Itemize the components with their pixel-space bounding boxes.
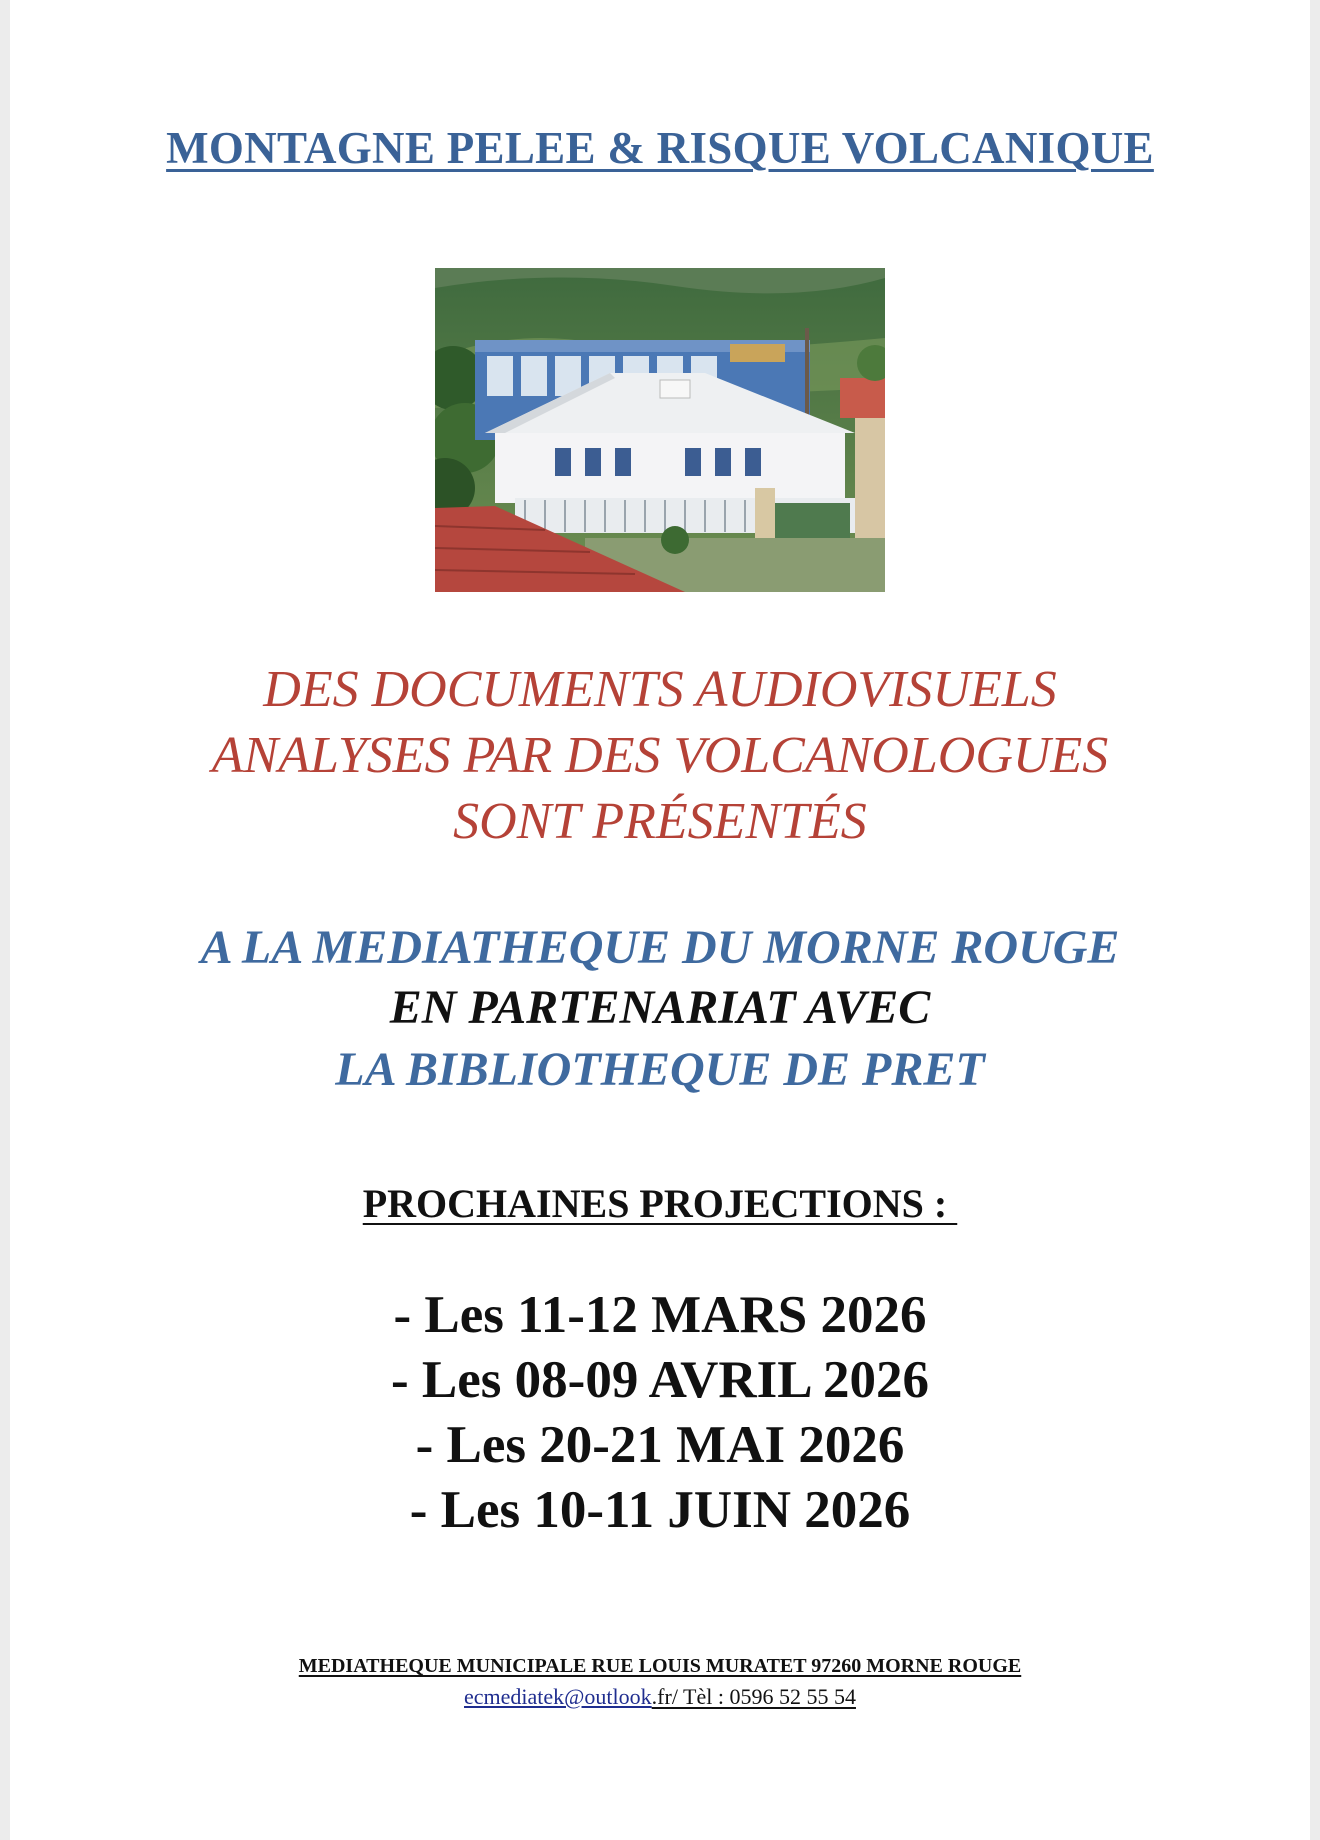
intro-line-3: SONT PRÉSENTÉS [453,793,867,850]
intro-line-1: DES DOCUMENTS AUDIOVISUELS [263,661,1057,718]
footer-address: MEDIATHEQUE MUNICIPALE RUE LOUIS MURATET 97260 MORNE ROUGE [298,1655,1022,1677]
schedule-date: - Les 08-09 AVRIL 2026 [391,1351,929,1409]
email-link[interactable]: ecmediatek@outlook [464,1684,652,1709]
schedule-date: - Les 20-21 MAI 2026 [415,1416,905,1474]
footer-contact [0,1684,1320,1710]
page-title: MONTAGNE PELEE & RISQUE VOLCANIQUE [166,123,1154,173]
intro-line-2: ANALYSES PAR DES VOLCANOLOGUES [211,727,1109,784]
phone-text: .fr/ Tèl : 0596 52 55 54 [651,1684,856,1709]
mediatheque-building-photo [435,268,885,592]
venue-line-2: EN PARTENARIAT AVEC [389,981,931,1034]
venue-line-3: LA BIBLIOTHEQUE DE PRET [335,1043,985,1096]
schedule-date: - Les 10-11 JUIN 2026 [409,1481,911,1539]
schedule-date: - Les 11-12 MARS 2026 [393,1286,927,1344]
schedule-heading: PROCHAINES PROJECTIONS : [362,1181,958,1226]
venue-line-1: A LA MEDIATHEQUE DU MORNE ROUGE [200,921,1120,974]
